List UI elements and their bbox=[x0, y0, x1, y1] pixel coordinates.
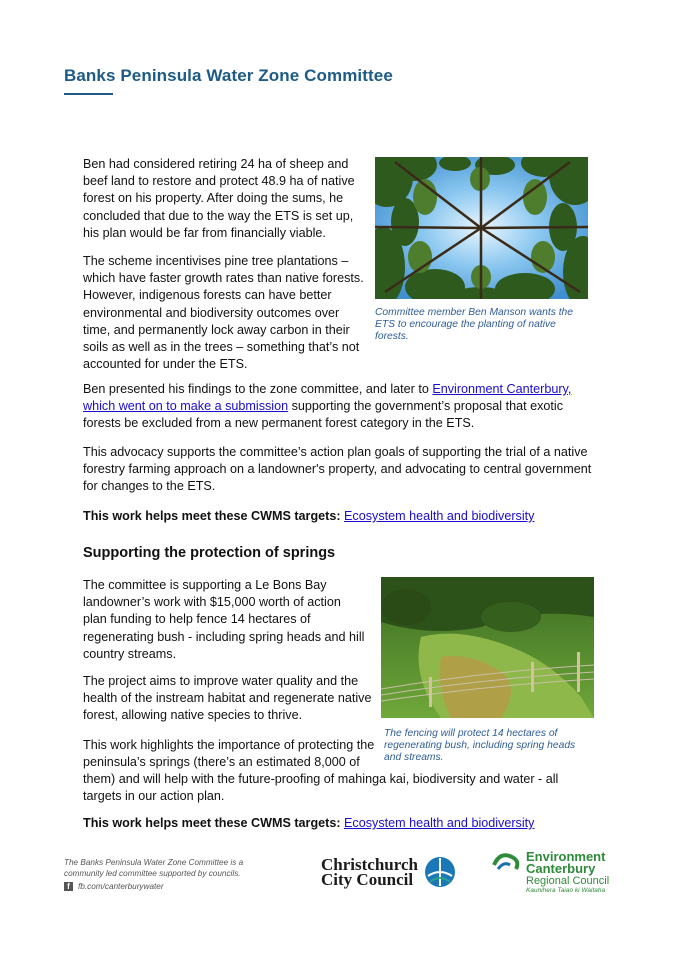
paragraph-findings bbox=[83, 381, 593, 433]
christchurch-city-council-logo bbox=[321, 856, 456, 888]
paragraph-advocacy: This advocacy supports the committee’s action plan goals of supporting the trial of a native forestry farming approach on a landowner's property, and advocating to central government for changes to the ETS. bbox=[83, 445, 592, 494]
springs-continuation: them) and will help with the future-proofing of mahinga kai, biodiversity and water - all targets in our action plan. bbox=[83, 772, 559, 804]
photo-caption-forest: Committee member Ben Manson wants the ETS to encourage the planting of native forests. bbox=[375, 307, 574, 342]
footer-blurb-line-2: community led committee supported by councils. bbox=[64, 869, 241, 878]
forest-canopy-photo bbox=[375, 157, 588, 299]
ecosystem-health-link-2[interactable]: Ecosystem health and biodiversity bbox=[344, 816, 535, 830]
targets-label-2: This work helps meet these CWMS targets: bbox=[83, 816, 345, 830]
findings-text-end: supporting the government’s proposal that exotic forests be excluded from a new permanent forest category in the ETS. bbox=[83, 399, 564, 431]
findings-text-start: Ben presented his findings to the zone committee, and later to bbox=[83, 382, 433, 396]
environment-canterbury-logo bbox=[492, 851, 609, 895]
ecan-tagline: Kaunihera Taiao ki Waitaha bbox=[526, 887, 606, 894]
springs-line-1: This work highlights the importance of protecting the bbox=[83, 738, 375, 752]
ecan-line-2: Canterbury bbox=[526, 861, 596, 876]
ecan-line-3: Regional Council bbox=[526, 875, 610, 887]
header-underline bbox=[64, 93, 113, 95]
ecan-wordmark bbox=[526, 851, 609, 895]
ccc-emblem-icon bbox=[424, 856, 456, 888]
facebook-link-row[interactable] bbox=[64, 882, 164, 891]
ecan-line-1: Environment bbox=[526, 849, 606, 864]
page-header-title: Banks Peninsula Water Zone Committee bbox=[64, 66, 393, 85]
targets-line-1 bbox=[83, 508, 593, 525]
paragraph-project-aims: The project aims to improve water quality and the health of the instream habitat and regenerate native forest, allowing native species to thrive. bbox=[83, 674, 372, 723]
paragraph-scheme: The scheme incentivises pine tree plantations – which have faster growth rates than native forests. However, indigenous forests can have better environmental and biodiversity outcomes over time, and permanently lock away carbon in their soils as well as in the trees – something that’s not accounted for under the ETS. bbox=[83, 254, 364, 372]
springs-line-2: peninsula’s springs (there’s an estimated 8,000 of bbox=[83, 755, 360, 769]
facebook-icon: f bbox=[64, 882, 73, 891]
footer-blurb bbox=[64, 857, 243, 879]
ccc-wordmark bbox=[321, 857, 418, 887]
photo-caption-fencing: The fencing will protect 14 hectares of regenerating bush, including spring heads and streams. bbox=[384, 728, 576, 763]
facebook-url[interactable]: fb.com/canterburywater bbox=[78, 882, 164, 891]
section-heading-springs: Supporting the protection of springs bbox=[83, 545, 336, 561]
ecosystem-health-link-1[interactable]: Ecosystem health and biodiversity bbox=[344, 509, 535, 523]
environment-canterbury-submission-link[interactable]: Environment Canterbury, which went on to make a submission bbox=[83, 382, 572, 414]
ccc-line-1: Christchurch bbox=[321, 855, 418, 874]
paragraph-le-bons-bay: The committee is supporting a Le Bons Bay landowner’s work with $15,000 worth of action plan funding to help fence 14 hectares of regenerating bush - including spring heads and hill country streams. bbox=[83, 578, 365, 661]
ccc-line-2: City Council bbox=[321, 870, 414, 889]
fenced-bush-photo bbox=[381, 577, 594, 718]
ecan-swirl-icon bbox=[492, 851, 522, 873]
targets-label-1: This work helps meet these CWMS targets: bbox=[83, 509, 345, 523]
targets-line-2 bbox=[83, 815, 593, 832]
paragraph-ets-intro: Ben had considered retiring 24 ha of sheep and beef land to restore and protect 48.9 ha of native forest on his property. After doing the sums, he concluded that due to the way the ETS is set up, his plan would be far from financially viable. bbox=[83, 157, 355, 240]
footer-blurb-line-1: The Banks Peninsula Water Zone Committee is a bbox=[64, 858, 244, 867]
